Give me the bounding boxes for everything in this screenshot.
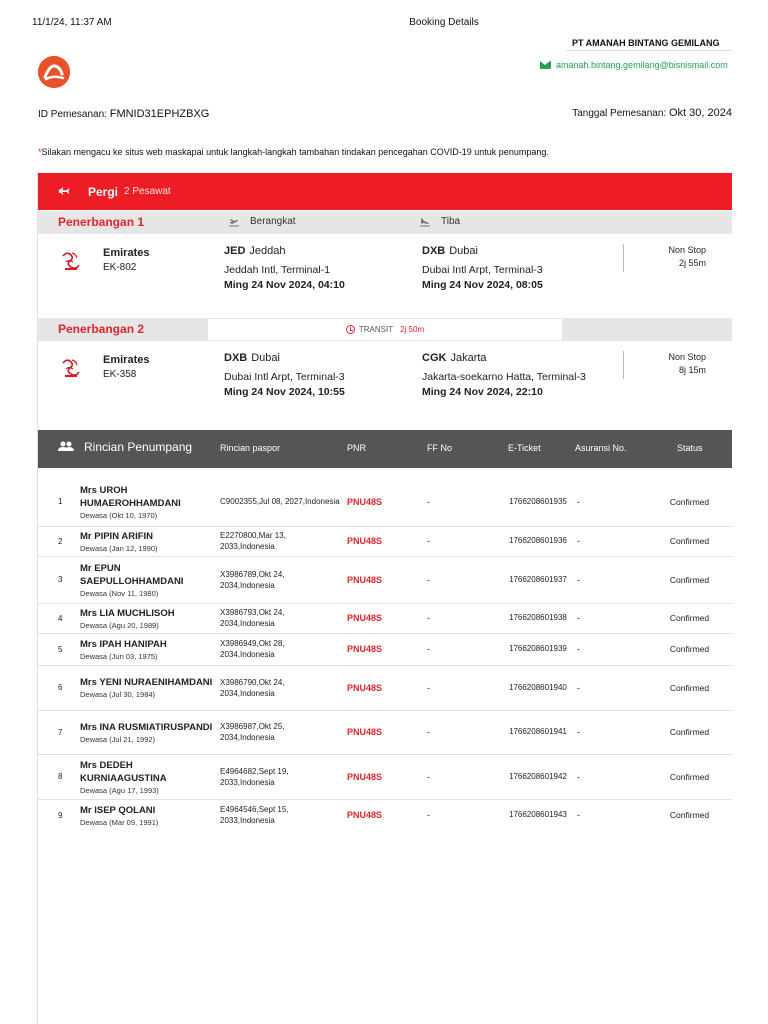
- passenger-title: Rincian Penumpang: [84, 440, 193, 454]
- row-number: 8: [58, 772, 63, 781]
- passenger-full-name: Mr ISEP QOLANI: [80, 804, 156, 816]
- divider: [623, 244, 624, 272]
- arr-code: CGK: [422, 352, 447, 364]
- print-title: Booking Details: [409, 17, 479, 28]
- insurance-number: -: [577, 574, 580, 585]
- insurance-header: Asuransi No.: [575, 443, 627, 453]
- passport-details: C9002355,Jul 08, 2027,Indonesia: [220, 497, 340, 507]
- flight-2-name: Penerbangan 2: [58, 322, 145, 336]
- ff-number: -: [427, 613, 430, 623]
- passenger-name: [80, 799, 220, 831]
- pnr-header: PNR: [347, 443, 367, 453]
- mail-icon: [540, 61, 551, 69]
- flight-2-header: [38, 318, 732, 341]
- people-icon: [58, 441, 74, 453]
- departure-icon: [228, 217, 240, 227]
- dep-code: DXB: [224, 352, 248, 364]
- transit-label: TRANSIT: [358, 325, 394, 334]
- pnr-code: PNU48S: [347, 613, 383, 623]
- table-row: [38, 556, 732, 603]
- insurance-number: -: [577, 496, 580, 507]
- flight-1-details: [38, 235, 732, 320]
- clock-icon: [346, 325, 355, 334]
- table-row: [38, 710, 732, 754]
- passenger-name: [80, 603, 220, 633]
- ff-number: -: [427, 727, 430, 737]
- status-value: Confirmed: [669, 536, 710, 546]
- departure-label: Berangkat: [250, 216, 296, 227]
- table-row: [38, 799, 732, 831]
- passenger-full-name: Mrs IPAH HANIPAH: [80, 638, 167, 650]
- passenger-full-name: Mrs YENI NURAENIHAMDANI: [80, 677, 213, 688]
- dep-time: Ming 24 Nov 2024, 10:55: [224, 386, 345, 398]
- booking-date-label: Tanggal Pemesanan:: [572, 108, 667, 119]
- company-email-text[interactable]: amanah.bintang.gemilang@bisnismail.com: [556, 60, 728, 70]
- row-number: 7: [58, 727, 63, 737]
- arr-time: Ming 24 Nov 2024, 22:10: [422, 386, 543, 398]
- passenger-name: [80, 633, 220, 665]
- insurance-number: -: [577, 682, 580, 693]
- passenger-dob: Dewasa (Jul 30, 1984): [80, 690, 156, 699]
- emirates-logo-icon: [58, 355, 84, 381]
- passenger-full-name: Mrs LIA MUCHLISOH: [80, 607, 175, 619]
- company-name: PT AMANAH BINTANG GEMILANG: [572, 38, 720, 48]
- ff-number: -: [427, 536, 430, 546]
- passenger-table: [38, 478, 732, 831]
- passenger-dob: Dewasa (Okt 10, 1970): [80, 510, 158, 520]
- flight-number: EK-802: [103, 262, 137, 273]
- dep-terminal: Jeddah Intl, Terminal-1: [224, 264, 331, 276]
- departure-column-header: [228, 216, 296, 227]
- status-value: Confirmed: [669, 727, 710, 737]
- pnr-code: PNU48S: [347, 496, 383, 507]
- departure-info: [224, 245, 414, 291]
- booking-date-value: Okt 30, 2024: [669, 107, 732, 119]
- eticket-number: 1766208601940: [509, 682, 567, 692]
- passenger-section-title: [58, 440, 192, 454]
- ff-header: FF No: [427, 443, 453, 453]
- passport-details: X3986789,Okt 24, 2034,Indonesia: [220, 569, 285, 590]
- passenger-full-name: Mr PIPIN ARIFIN: [80, 530, 154, 542]
- arr-city: Dubai: [449, 245, 478, 257]
- passport-details: X3986987,Okt 25, 2034,Indonesia: [220, 722, 285, 742]
- passenger-full-name: Mr EPUN SAEPULLOHHAMDANI: [80, 562, 184, 587]
- eticket-number: 1766208601941: [509, 727, 567, 736]
- brand-logo-icon: [38, 56, 70, 88]
- ff-number: -: [427, 496, 430, 507]
- row-number: 3: [58, 575, 63, 584]
- passenger-name: [80, 754, 220, 799]
- arrival-icon: [419, 217, 431, 227]
- flight-1-header: [38, 211, 732, 234]
- table-row: [38, 665, 732, 710]
- transit-info: [208, 319, 562, 340]
- row-number: 2: [58, 536, 63, 546]
- company-divider: [566, 50, 732, 51]
- dep-city: Dubai: [251, 352, 280, 364]
- pnr-code: PNU48S: [347, 682, 383, 693]
- arr-terminal: Dubai Intl Arpt, Terminal-3: [422, 264, 543, 276]
- ff-number: -: [427, 574, 430, 585]
- booking-id-label: ID Pemesanan:: [38, 109, 107, 120]
- covid-notice: [38, 147, 549, 157]
- passenger-dob: Dewasa (Mar 09, 1991): [80, 817, 159, 827]
- passenger-name: [80, 526, 220, 556]
- pnr-code: PNU48S: [347, 574, 383, 585]
- booking-date: [572, 107, 732, 119]
- emirates-logo-icon: [58, 248, 84, 274]
- status-value: Confirmed: [669, 496, 710, 507]
- eticket-number: 1766208601938: [509, 613, 567, 622]
- arrival-column-header: [419, 216, 460, 227]
- pnr-code: PNU48S: [347, 771, 383, 782]
- ff-number: -: [427, 644, 430, 654]
- row-number: 4: [58, 613, 63, 623]
- eticket-number: 1766208601942: [509, 771, 567, 781]
- passenger-dob: Dewasa (Nov 11, 1980): [80, 588, 159, 598]
- status-value: Confirmed: [669, 682, 710, 693]
- passenger-full-name: Mrs UROH HUMAEROHHAMDANI: [80, 484, 181, 509]
- eticket-number: 1766208601939: [509, 644, 567, 653]
- passenger-name: [80, 478, 220, 526]
- passport-details: X3986793,Okt 24, 2034,Indonesia: [220, 608, 285, 628]
- print-datetime: 11/1/24, 11:37 AM: [32, 17, 112, 28]
- stop-info: [668, 244, 706, 270]
- flight-duration: 8j 15m: [678, 365, 706, 375]
- passport-details: X3986790,Okt 24, 2034,Indonesia: [220, 677, 285, 698]
- passenger-dob: Dewasa (Jan 12, 1990): [80, 543, 158, 553]
- passenger-dob: Dewasa (Agu 20, 1989): [80, 620, 159, 630]
- airline-name: Emirates: [103, 247, 150, 259]
- flight-2-details: [38, 342, 732, 427]
- passenger-dob: Dewasa (Jul 21, 1992): [80, 734, 156, 744]
- pnr-code: PNU48S: [347, 644, 383, 654]
- passport-details: E2270800,Mar 13, 2033,Indonesia: [220, 531, 286, 551]
- stop-type: Non Stop: [668, 352, 706, 362]
- insurance-number: -: [577, 644, 580, 654]
- passport-details: E4964682,Sept 19, 2033,Indonesia: [220, 766, 289, 787]
- insurance-number: -: [577, 810, 580, 821]
- row-number: 5: [58, 644, 63, 654]
- arr-terminal: Jakarta-soekarno Hatta, Terminal-3: [422, 371, 586, 383]
- table-row: [38, 526, 732, 556]
- airline-name: Emirates: [103, 354, 150, 366]
- insurance-number: -: [577, 771, 580, 782]
- dep-terminal: Dubai Intl Arpt, Terminal-3: [224, 371, 345, 383]
- ff-number: -: [427, 771, 430, 782]
- passport-details: E4964546,Sept 15, 2033,Indonesia: [220, 805, 289, 826]
- booking-id: [38, 108, 209, 120]
- arr-time: Ming 24 Nov 2024, 08:05: [422, 279, 543, 291]
- passenger-dob: Dewasa (Jun 03, 1975): [80, 651, 158, 661]
- table-row: [38, 633, 732, 665]
- dep-time: Ming 24 Nov 2024, 04:10: [224, 279, 345, 291]
- passenger-dob: Dewasa (Agu 17, 1993): [80, 785, 159, 795]
- table-row: [38, 478, 732, 526]
- eticket-number: 1766208601943: [509, 810, 567, 820]
- arr-city: Jakarta: [450, 352, 487, 364]
- arrival-info: [422, 245, 618, 291]
- flight-number: EK-358: [103, 369, 137, 380]
- insurance-number: -: [577, 727, 580, 737]
- passport-header: Rincian paspor: [220, 443, 281, 453]
- passenger-full-name: Mrs DEDEH KURNIAAGUSTINA: [80, 759, 167, 784]
- dep-city: Jeddah: [249, 245, 286, 257]
- insurance-number: -: [577, 613, 580, 623]
- flight-1-name: Penerbangan 1: [58, 215, 145, 229]
- row-number: 1: [58, 497, 63, 507]
- trip-label: Pergi: [88, 184, 119, 199]
- booking-id-value: FMNID31EPHZBXG: [109, 108, 210, 120]
- notice-text: Silakan mengacu ke situs web maskapai untuk langkah-langkah tambahan tindakan pencegahan COVID-19 untuk penumpang.: [41, 147, 549, 157]
- eticket-header: E-Ticket: [508, 443, 541, 453]
- stop-type: Non Stop: [668, 245, 706, 255]
- ff-number: -: [427, 682, 430, 693]
- row-number: 6: [58, 683, 63, 692]
- table-row: [38, 603, 732, 633]
- airplane-icon: [58, 185, 72, 199]
- status-value: Confirmed: [669, 644, 710, 654]
- eticket-number: 1766208601935: [509, 496, 567, 506]
- passenger-full-name: Mrs INA RUSMIATIRUSPANDI: [80, 721, 213, 733]
- ff-number: -: [427, 810, 430, 821]
- passenger-name: [80, 665, 220, 710]
- notice-star: *: [38, 147, 42, 157]
- transit-duration: 2j 50m: [400, 325, 425, 334]
- trip-count: 2 Pesawat: [124, 186, 171, 197]
- arrival-info: [422, 352, 618, 398]
- pnr-code: PNU48S: [347, 727, 383, 737]
- company-email[interactable]: [540, 60, 728, 70]
- passport-details: X3986949,Okt 28, 2034,Indonesia: [220, 639, 285, 659]
- row-number: 9: [58, 810, 63, 820]
- passenger-name: [80, 556, 220, 603]
- arrival-label: Tiba: [441, 216, 461, 227]
- eticket-number: 1766208601937: [509, 574, 567, 584]
- pnr-code: PNU48S: [347, 536, 383, 546]
- eticket-number: 1766208601936: [509, 536, 567, 545]
- status-value: Confirmed: [669, 810, 710, 821]
- dep-code: JED: [224, 245, 246, 257]
- status-value: Confirmed: [669, 771, 710, 782]
- status-value: Confirmed: [669, 613, 710, 623]
- status-value: Confirmed: [669, 574, 710, 585]
- passenger-table-header: [38, 430, 732, 468]
- divider: [623, 351, 624, 379]
- pnr-code: PNU48S: [347, 810, 383, 821]
- trip-bar: [38, 173, 732, 210]
- passenger-name: [80, 710, 220, 754]
- departure-info: [224, 352, 414, 398]
- table-row: [38, 754, 732, 799]
- flight-duration: 2j 55m: [678, 258, 706, 268]
- status-header: Status: [677, 443, 703, 453]
- arr-code: DXB: [422, 245, 446, 257]
- insurance-number: -: [577, 536, 580, 546]
- stop-info: [668, 351, 706, 377]
